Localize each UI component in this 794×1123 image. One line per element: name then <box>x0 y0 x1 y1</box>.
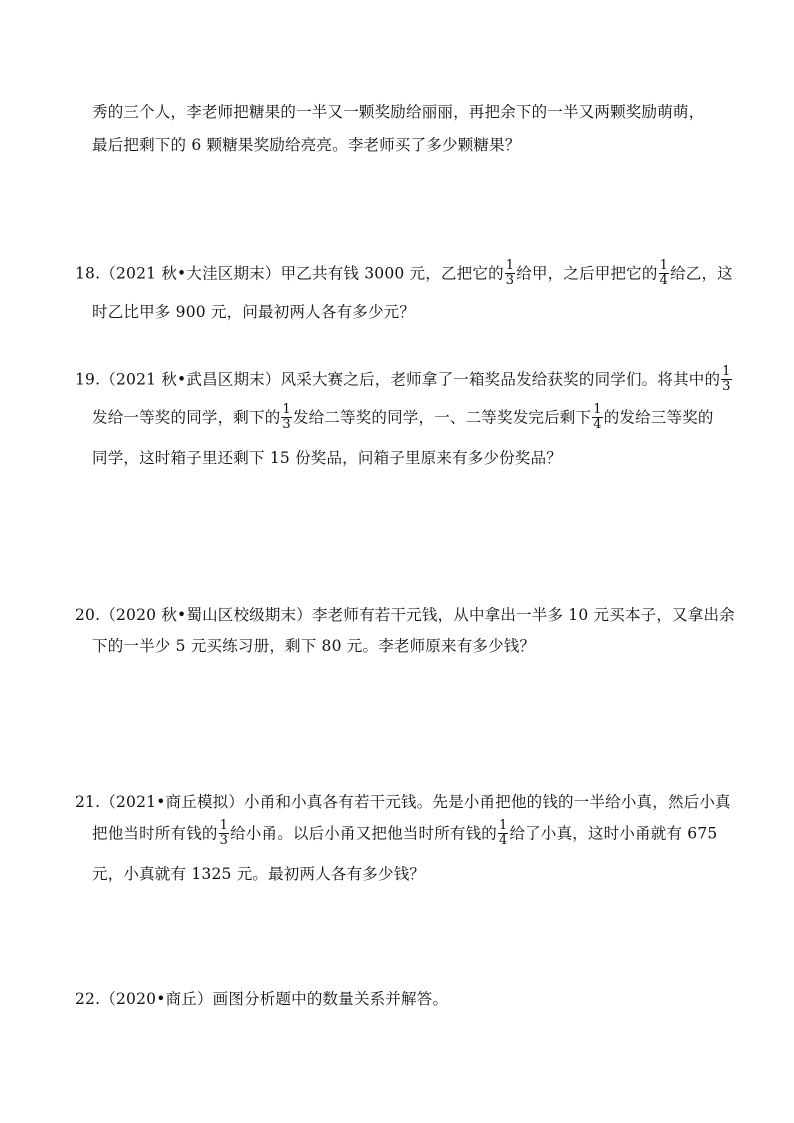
problem-18-text-c: 给乙，这 <box>670 264 733 283</box>
problem-21-text-a: 把他当时所有钱的 <box>92 824 218 843</box>
problem-17-line-2: 最后把剩下的 6 颗糖果奖励给亮亮。李老师买了多少颗糖果？ <box>92 136 521 154</box>
problem-18-line-1 <box>75 260 733 289</box>
problem-22-line-1: 22.（2020•商丘）画图分析题中的数量关系并解答。 <box>75 990 449 1008</box>
fraction-one-third: $\frac{1}{3}$ <box>282 402 291 432</box>
problem-17-line-1: 秀的三个人，李老师把糖果的一半又一颗奖励给丽丽，再把余下的一半又两颗奖励萌萌， <box>92 103 705 121</box>
fraction-one-quarter: $\frac{1}{4}$ <box>593 402 602 432</box>
problem-18-text-a: 18.（2021 秋•大洼区期末）甲乙共有钱 3000 元，乙把它的 <box>75 264 504 283</box>
problem-19-text-a: 19.（2021 秋•武昌区期末）风采大赛之后，老师拿了一箱奖品发给获奖的同学们。将其中的 <box>75 370 721 389</box>
problem-21-line-3: 元，小真就有 1325 元。最初两人各有多少钱？ <box>92 865 426 883</box>
problem-18-text-b: 给甲，之后甲把它的 <box>516 264 658 283</box>
fraction-one-quarter: $\frac{1}{4}$ <box>499 818 508 848</box>
problem-18-line-2: 时乙比甲多 900 元，问最初两人各有多少元？ <box>92 303 416 321</box>
problem-20-line-2: 下的一半少 5 元买练习册，剩下 80 元。李老师原来有多少钱？ <box>92 637 536 655</box>
problem-19-line-2 <box>92 404 714 433</box>
problem-19-text-c: 发给二等奖的同学，一、二等奖发完后剩下 <box>292 408 592 427</box>
problem-21-line-2 <box>92 820 718 849</box>
fraction-one-third: $\frac{1}{3}$ <box>505 258 515 288</box>
problem-21-line-1: 21.（2021•商丘模拟）小甬和小真各有若干元钱。先是小甬把他的钱的一半给小真，然后小真 <box>75 793 731 811</box>
problem-21-text-b: 给小甬。以后小甬又把他当时所有钱的 <box>230 824 497 843</box>
problem-19-line-1 <box>75 366 733 395</box>
problem-19-text-b: 发给一等奖的同学，剩下的 <box>92 408 281 427</box>
problem-21-text-c: 给了小真，这时小甬就有 675 <box>509 824 718 843</box>
problem-19-text-d: 的发给三等奖的 <box>603 408 714 427</box>
fraction-one-quarter: $\frac{1}{4}$ <box>659 258 669 288</box>
problem-19-line-3: 同学，这时箱子里还剩下 15 份奖品，问箱子里原来有多少份奖品？ <box>92 449 562 467</box>
problem-20-line-1: 20.（2020 秋•蜀山区校级期末）李老师有若干元钱，从中拿出一半多 10 元买本子，又拿出余 <box>75 606 735 624</box>
fraction-one-third: $\frac{1}{3}$ <box>219 818 229 848</box>
fraction-one-third: $\frac{1}{3}$ <box>722 364 731 394</box>
